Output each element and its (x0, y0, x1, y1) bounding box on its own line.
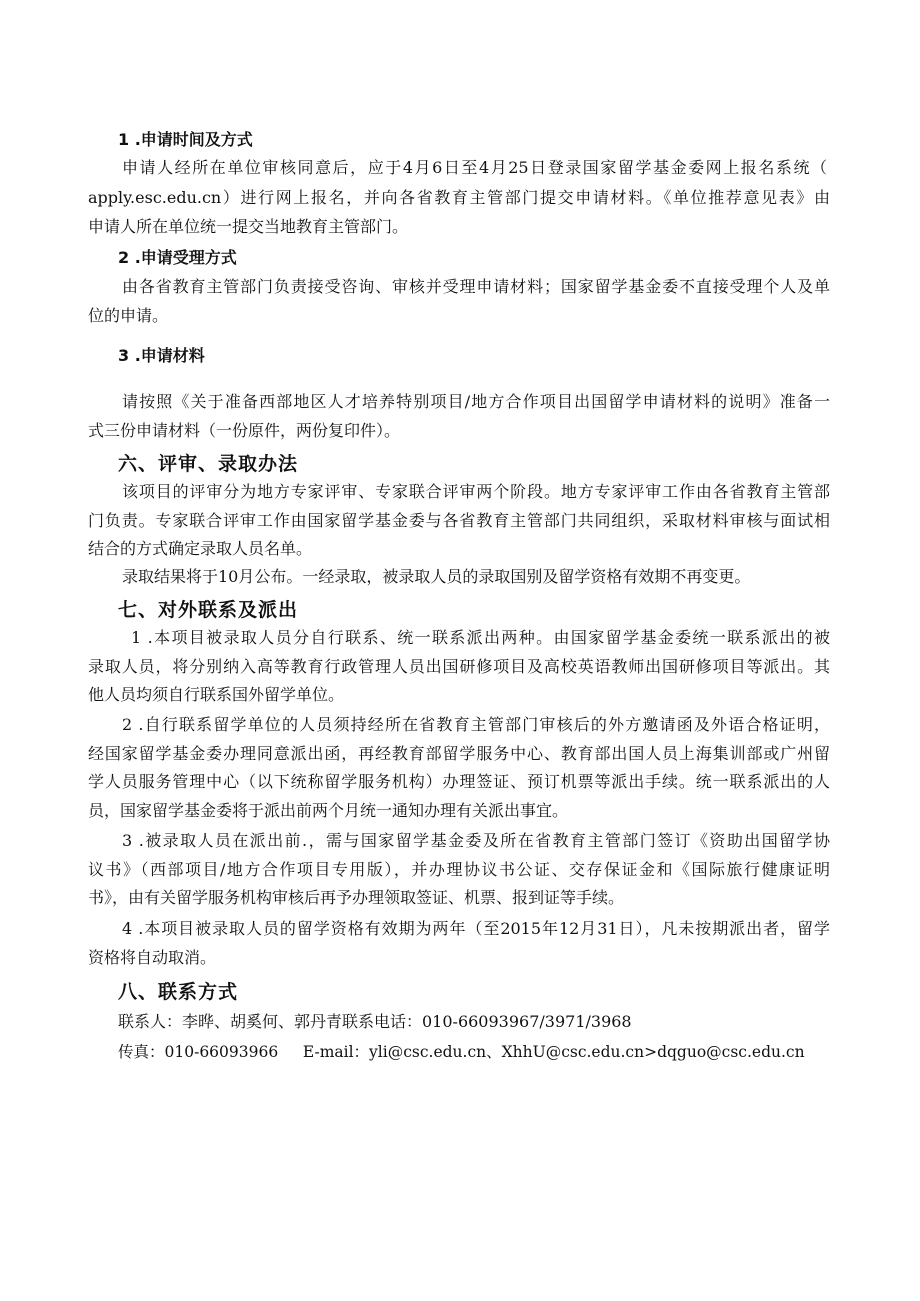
section-7-item-3-line-2: 议书》（西部项目/地方合作项目专用版），并办理协议书公证、交存保证金和《国际旅行健康证明 (88, 860, 830, 879)
section-7-item-1-line-3: 他人员均须自行联系国外留学单位。 (88, 685, 345, 704)
section-6-line-3: 结合的方式确定录取人员名单。 (88, 539, 313, 558)
section-1-heading: 1 .申请时间及方式 (118, 130, 253, 149)
section-3-line-1: 请按照《关于准备西部地区人才培养特别项目/地方合作项目出国留学申请材料的说明》准备一 (122, 392, 830, 411)
section-2-heading: 2 .申请受理方式 (118, 248, 237, 267)
section-7-item-1-line-2: 录取人员，将分别纳入高等教育行政管理人员出国研修项目及高校英语教师出国研修项目等派出。其 (88, 657, 830, 676)
section-7-item-3-line-3: 书》，由有关留学服务机构审核后再予办理领取签证、机票、报到证等手续。 (88, 888, 625, 907)
section-6-heading: 六、评审、录取办法 (118, 453, 299, 475)
section-7-item-2-line-3: 学人员服务管理中心（以下统称留学服务机构）办理签证、预订机票等派出手续。统一联系派出的人 (88, 772, 830, 791)
section-1-line-2: apply.esc.edu.cn）进行网上报名，并向各省教育主管部门提交申请材料。《单位推荐意见表》由 (88, 188, 830, 207)
section-7-item-1-line-1: 1 .本项目被录取人员分自行联系、统一联系派出两种。由国家留学基金委统一联系派出的被 (131, 628, 830, 647)
section-3-line-2: 式三份申请材料（一份原件，两份复印件）。 (88, 421, 401, 440)
section-8-heading: 八、联系方式 (118, 981, 239, 1003)
section-6-line-1: 该项目的评审分为地方专家评审、专家联合评审两个阶段。地方专家评审工作由各省教育主管部 (122, 482, 830, 501)
section-7-item-3-line-1: 3 .被录取人员在派出前.，需与国家留学基金委及所在省教育主管部门签订《资助出国留学协 (122, 831, 830, 850)
contact-people-phone: 联系人：李晔、胡奚何、郭丹青联系电话：010-66093967/3971/3968 (118, 1012, 632, 1031)
section-7-item-4-line-1: 4 .本项目被录取人员的留学资格有效期为两年（至2015年12月31日），凡未按期派出者，留学 (122, 919, 830, 938)
section-2-line-1: 由各省教育主管部门负责接受咨询、审核并受理申请材料；国家留学基金委不直接受理个人及单 (122, 277, 830, 296)
section-3-heading: 3 .申请材料 (118, 346, 205, 365)
section-6-line-4: 录取结果将于10月公布。一经录取，被录取人员的录取国别及留学资格有效期不再变更。 (122, 567, 751, 586)
section-2-line-2: 位的申请。 (88, 306, 169, 325)
section-7-heading: 七、对外联系及派出 (118, 599, 299, 621)
section-1-line-1: 申请人经所在单位审核同意后，应于4月6日至4月25日登录国家留学基金委网上报名系统（ (122, 158, 827, 177)
section-7-item-2-line-2: 经国家留学基金委办理同意派出函，再经教育部留学服务中心、教育部出国人员上海集训部或广州留 (88, 744, 830, 763)
section-7-item-2-line-1: 2 .自行联系留学单位的人员须持经所在省教育主管部门审核后的外方邀请函及外语合格证明， (122, 715, 830, 734)
section-7-item-2-line-4: 员，国家留学基金委将于派出前两个月统一通知办理有关派出事宜。 (88, 801, 569, 820)
contact-fax-email: 传真：010-66093966 E-mail：yli@csc.edu.cn、XhhU@csc.edu.cn>dqguo@csc.edu.cn (118, 1043, 805, 1061)
section-1-line-3: 申请人所在单位统一提交当地教育主管部门。 (88, 217, 409, 236)
section-7-item-4-line-2: 资格将自动取消。 (88, 948, 217, 967)
section-6-line-2: 门负责。专家联合评审工作由国家留学基金委与各省教育主管部门共同组织，采取材料审核与面试相 (88, 511, 830, 530)
